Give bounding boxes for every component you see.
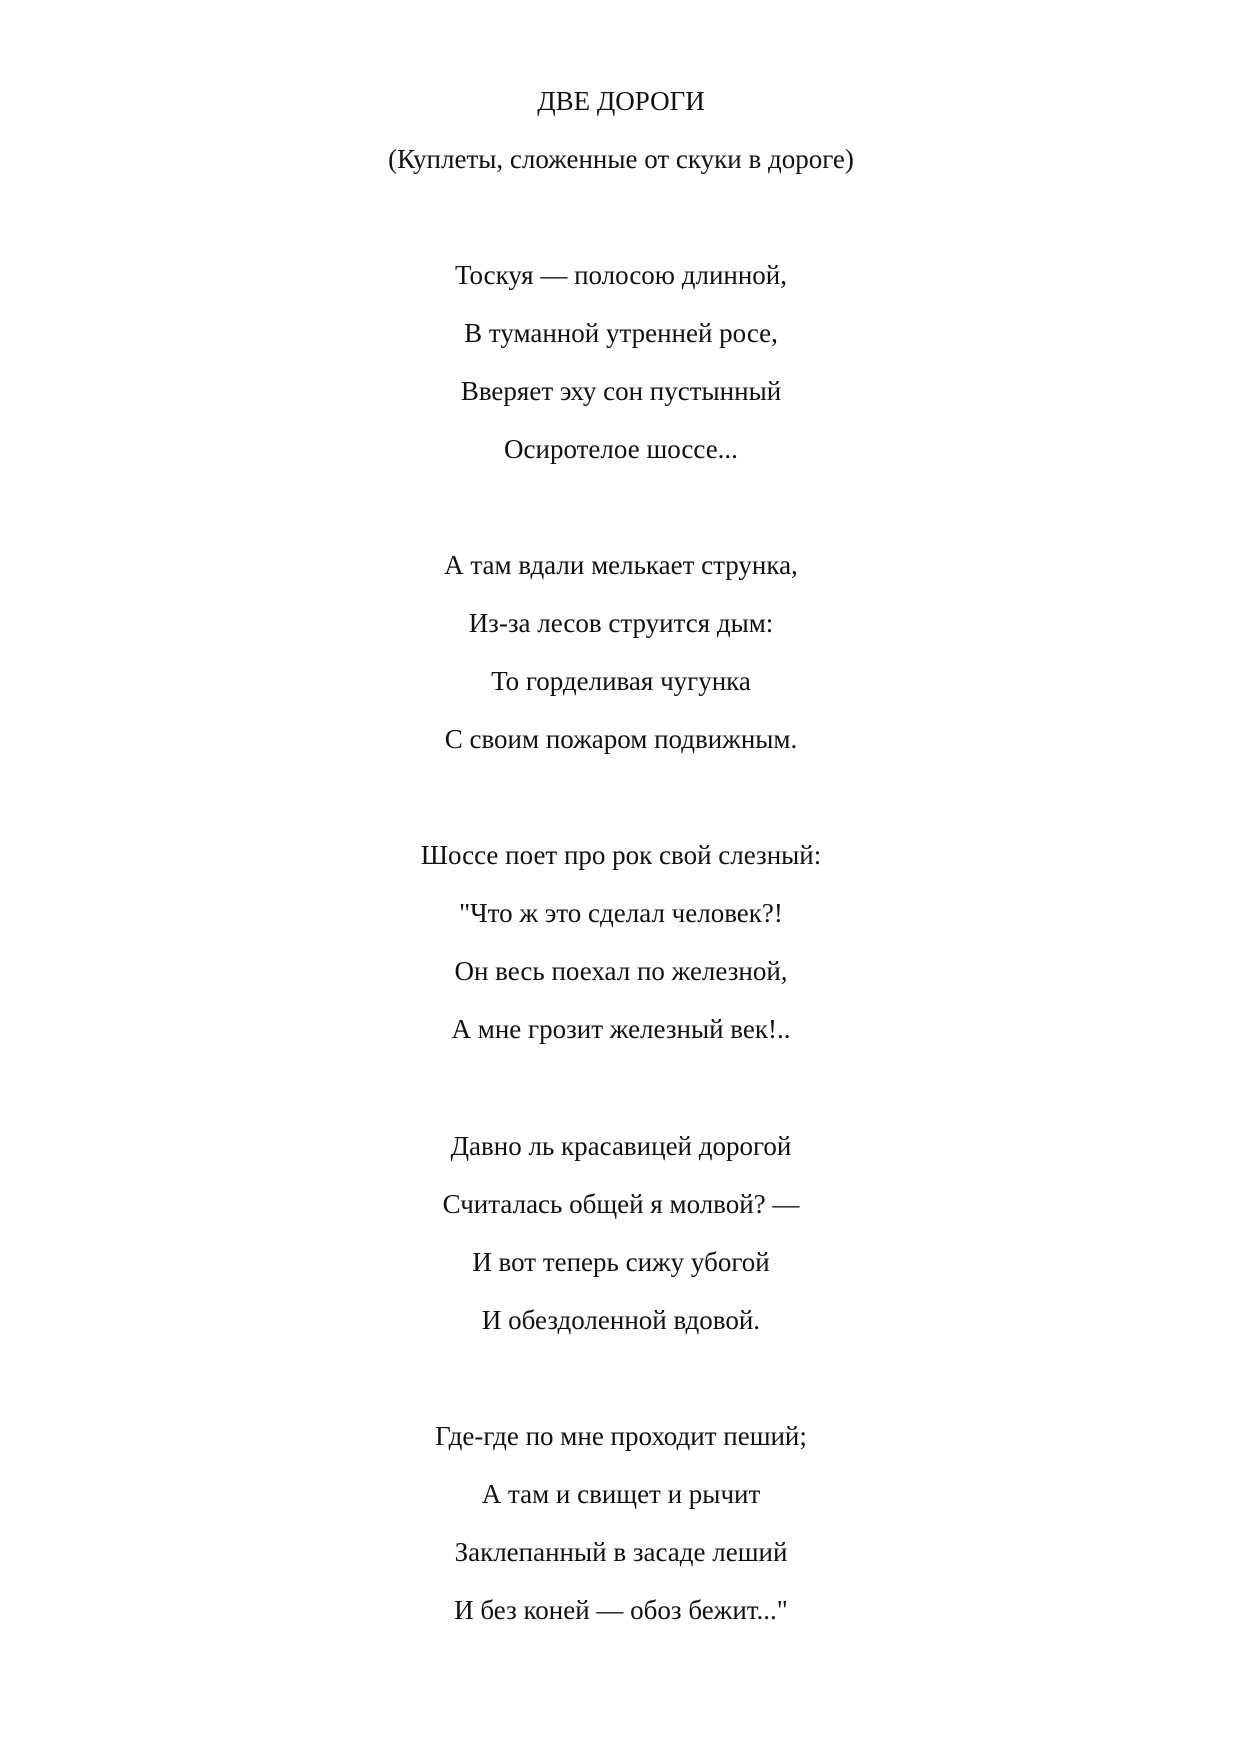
verse-line: И без коней — обоз бежит..."	[454, 1595, 788, 1625]
verse-line: Он весь поехал по железной,	[454, 956, 788, 986]
verse-line: А там вдали мелькает струнка,	[444, 550, 798, 580]
verse-line: И обездоленной вдовой.	[481, 1305, 761, 1335]
verse-line: И вот теперь сижу убогой	[472, 1247, 770, 1277]
verse-line: Вверяет эху сон пустынный	[460, 376, 782, 406]
verse-line: А там и свищет и рычит	[481, 1479, 761, 1509]
verse-line: Тоскуя — полосою длинной,	[454, 260, 787, 290]
verse-line: Давно ль красавицей дорогой	[450, 1131, 792, 1161]
verse-line: А мне грозит железный век!..	[451, 1014, 791, 1044]
verse-line: То горделивая чугунка	[491, 666, 751, 696]
verse-line: Из-за лесов струится дым:	[468, 608, 774, 638]
verse-line: Считалась общей я молвой? —	[442, 1189, 800, 1219]
verse-line: Шоссе поет про рок свой слезный:	[420, 840, 822, 870]
verse-line: "Что ж это сделал человек?!	[459, 898, 783, 928]
verse-line: Осиротелое шоссе...	[504, 434, 738, 464]
verse-line: Где-где по мне проходит пеший;	[435, 1421, 807, 1451]
verse-line: В туманной утренней росе,	[464, 318, 778, 348]
poem-title: ДВЕ ДОРОГИ	[537, 86, 705, 116]
verse-line: С своим пожаром подвижным.	[444, 724, 798, 754]
verse-line: Заклепанный в засаде леший	[454, 1537, 788, 1567]
poem-subtitle: (Куплеты, сложенные от скуки в дороге)	[388, 144, 854, 174]
